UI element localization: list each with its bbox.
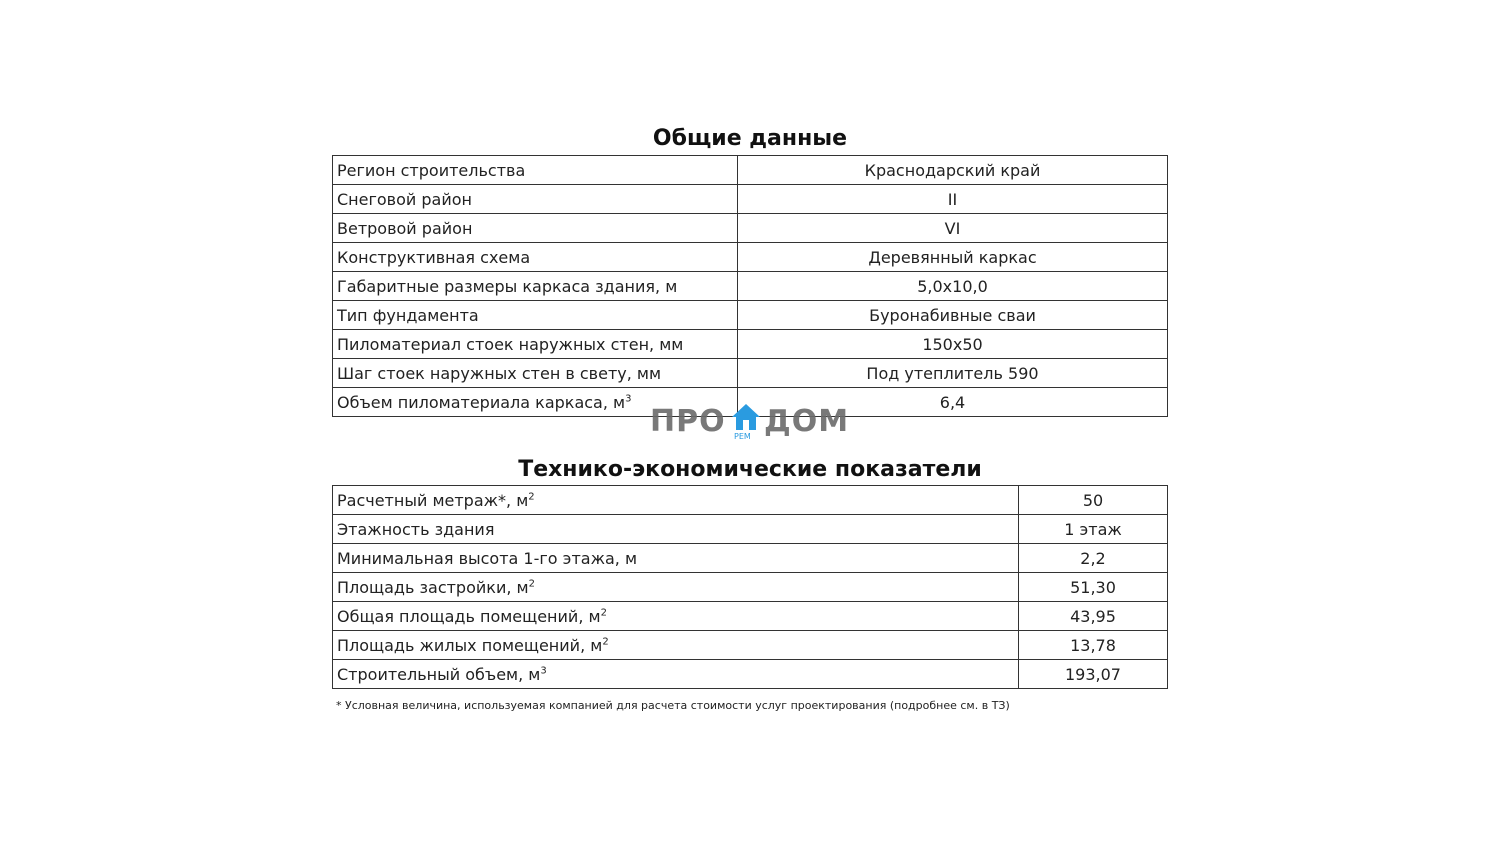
unit-exponent: 3 <box>625 393 632 405</box>
row-value: Краснодарский край <box>738 156 1168 185</box>
row-value: 13,78 <box>1019 631 1168 660</box>
table-row <box>333 214 1168 243</box>
row-value: 2,2 <box>1019 544 1168 573</box>
row-value: Буронабивные сваи <box>738 301 1168 330</box>
table-row <box>333 301 1168 330</box>
watermark-sub-text: РЕМ <box>734 432 751 441</box>
row-label: Конструктивная схема <box>333 243 738 272</box>
row-label-text: Расчетный метраж*, м <box>337 490 529 510</box>
row-value: Деревянный каркас <box>738 243 1168 272</box>
table-row <box>333 515 1168 544</box>
row-label <box>333 486 1019 515</box>
row-label <box>333 573 1019 602</box>
row-label-text: Площадь жилых помещений, м <box>337 635 603 655</box>
tech-indicators-table <box>332 485 1168 689</box>
table-row <box>333 573 1168 602</box>
unit-exponent: 2 <box>528 578 535 590</box>
row-value: 43,95 <box>1019 602 1168 631</box>
row-value: Под утеплитель 590 <box>738 359 1168 388</box>
row-label: Снеговой район <box>333 185 738 214</box>
row-label: Регион строительства <box>333 156 738 185</box>
row-value: 5,0х10,0 <box>738 272 1168 301</box>
table-row <box>333 359 1168 388</box>
row-label: Пиломатериал стоек наружных стен, мм <box>333 330 738 359</box>
row-value: 1 этаж <box>1019 515 1168 544</box>
row-label: Ветровой район <box>333 214 738 243</box>
general-data-table <box>332 155 1168 417</box>
row-label: Шаг стоек наружных стен в свету, мм <box>333 359 738 388</box>
row-value: VI <box>738 214 1168 243</box>
row-value: 6,4 <box>738 388 1168 417</box>
row-label-text: Общая площадь помещений, м <box>337 606 601 626</box>
unit-exponent: 2 <box>602 636 609 648</box>
tech-indicators-title: Технико-экономические показатели <box>518 457 982 482</box>
row-label <box>333 602 1019 631</box>
unit-exponent: 2 <box>528 491 535 503</box>
table-row <box>333 243 1168 272</box>
row-label: Этажность здания <box>333 515 1019 544</box>
table-row <box>333 486 1168 515</box>
table-row <box>333 631 1168 660</box>
row-label: Минимальная высота 1-го этажа, м <box>333 544 1019 573</box>
table-row <box>333 330 1168 359</box>
watermark-right-text: ДОМ <box>764 404 850 439</box>
footnote: * Условная величина, используемая компанией для расчета стоимости услуг проектирования (подробнее см. в ТЗ) <box>336 699 1010 712</box>
table-row <box>333 602 1168 631</box>
row-value: 51,30 <box>1019 573 1168 602</box>
table-row <box>333 272 1168 301</box>
row-value: 50 <box>1019 486 1168 515</box>
row-label-text: Строительный объем, м <box>337 664 541 684</box>
row-value: II <box>738 185 1168 214</box>
unit-exponent: 2 <box>600 607 607 619</box>
watermark-left-text: ПРО <box>650 404 726 439</box>
row-value: 193,07 <box>1019 660 1168 689</box>
row-label <box>333 631 1019 660</box>
row-label-text: Объем пиломатериала каркаса, м <box>337 392 626 412</box>
table-row <box>333 185 1168 214</box>
table-row <box>333 660 1168 689</box>
unit-exponent: 3 <box>540 665 547 677</box>
row-label: Габаритные размеры каркаса здания, м <box>333 272 738 301</box>
row-value: 150х50 <box>738 330 1168 359</box>
prodom-watermark-logo <box>650 402 850 442</box>
row-label <box>333 660 1019 689</box>
row-label: Тип фундамента <box>333 301 738 330</box>
general-data-title: Общие данные <box>652 126 848 151</box>
row-label-text: Площадь застройки, м <box>337 577 529 597</box>
table-row <box>333 156 1168 185</box>
table-row <box>333 544 1168 573</box>
